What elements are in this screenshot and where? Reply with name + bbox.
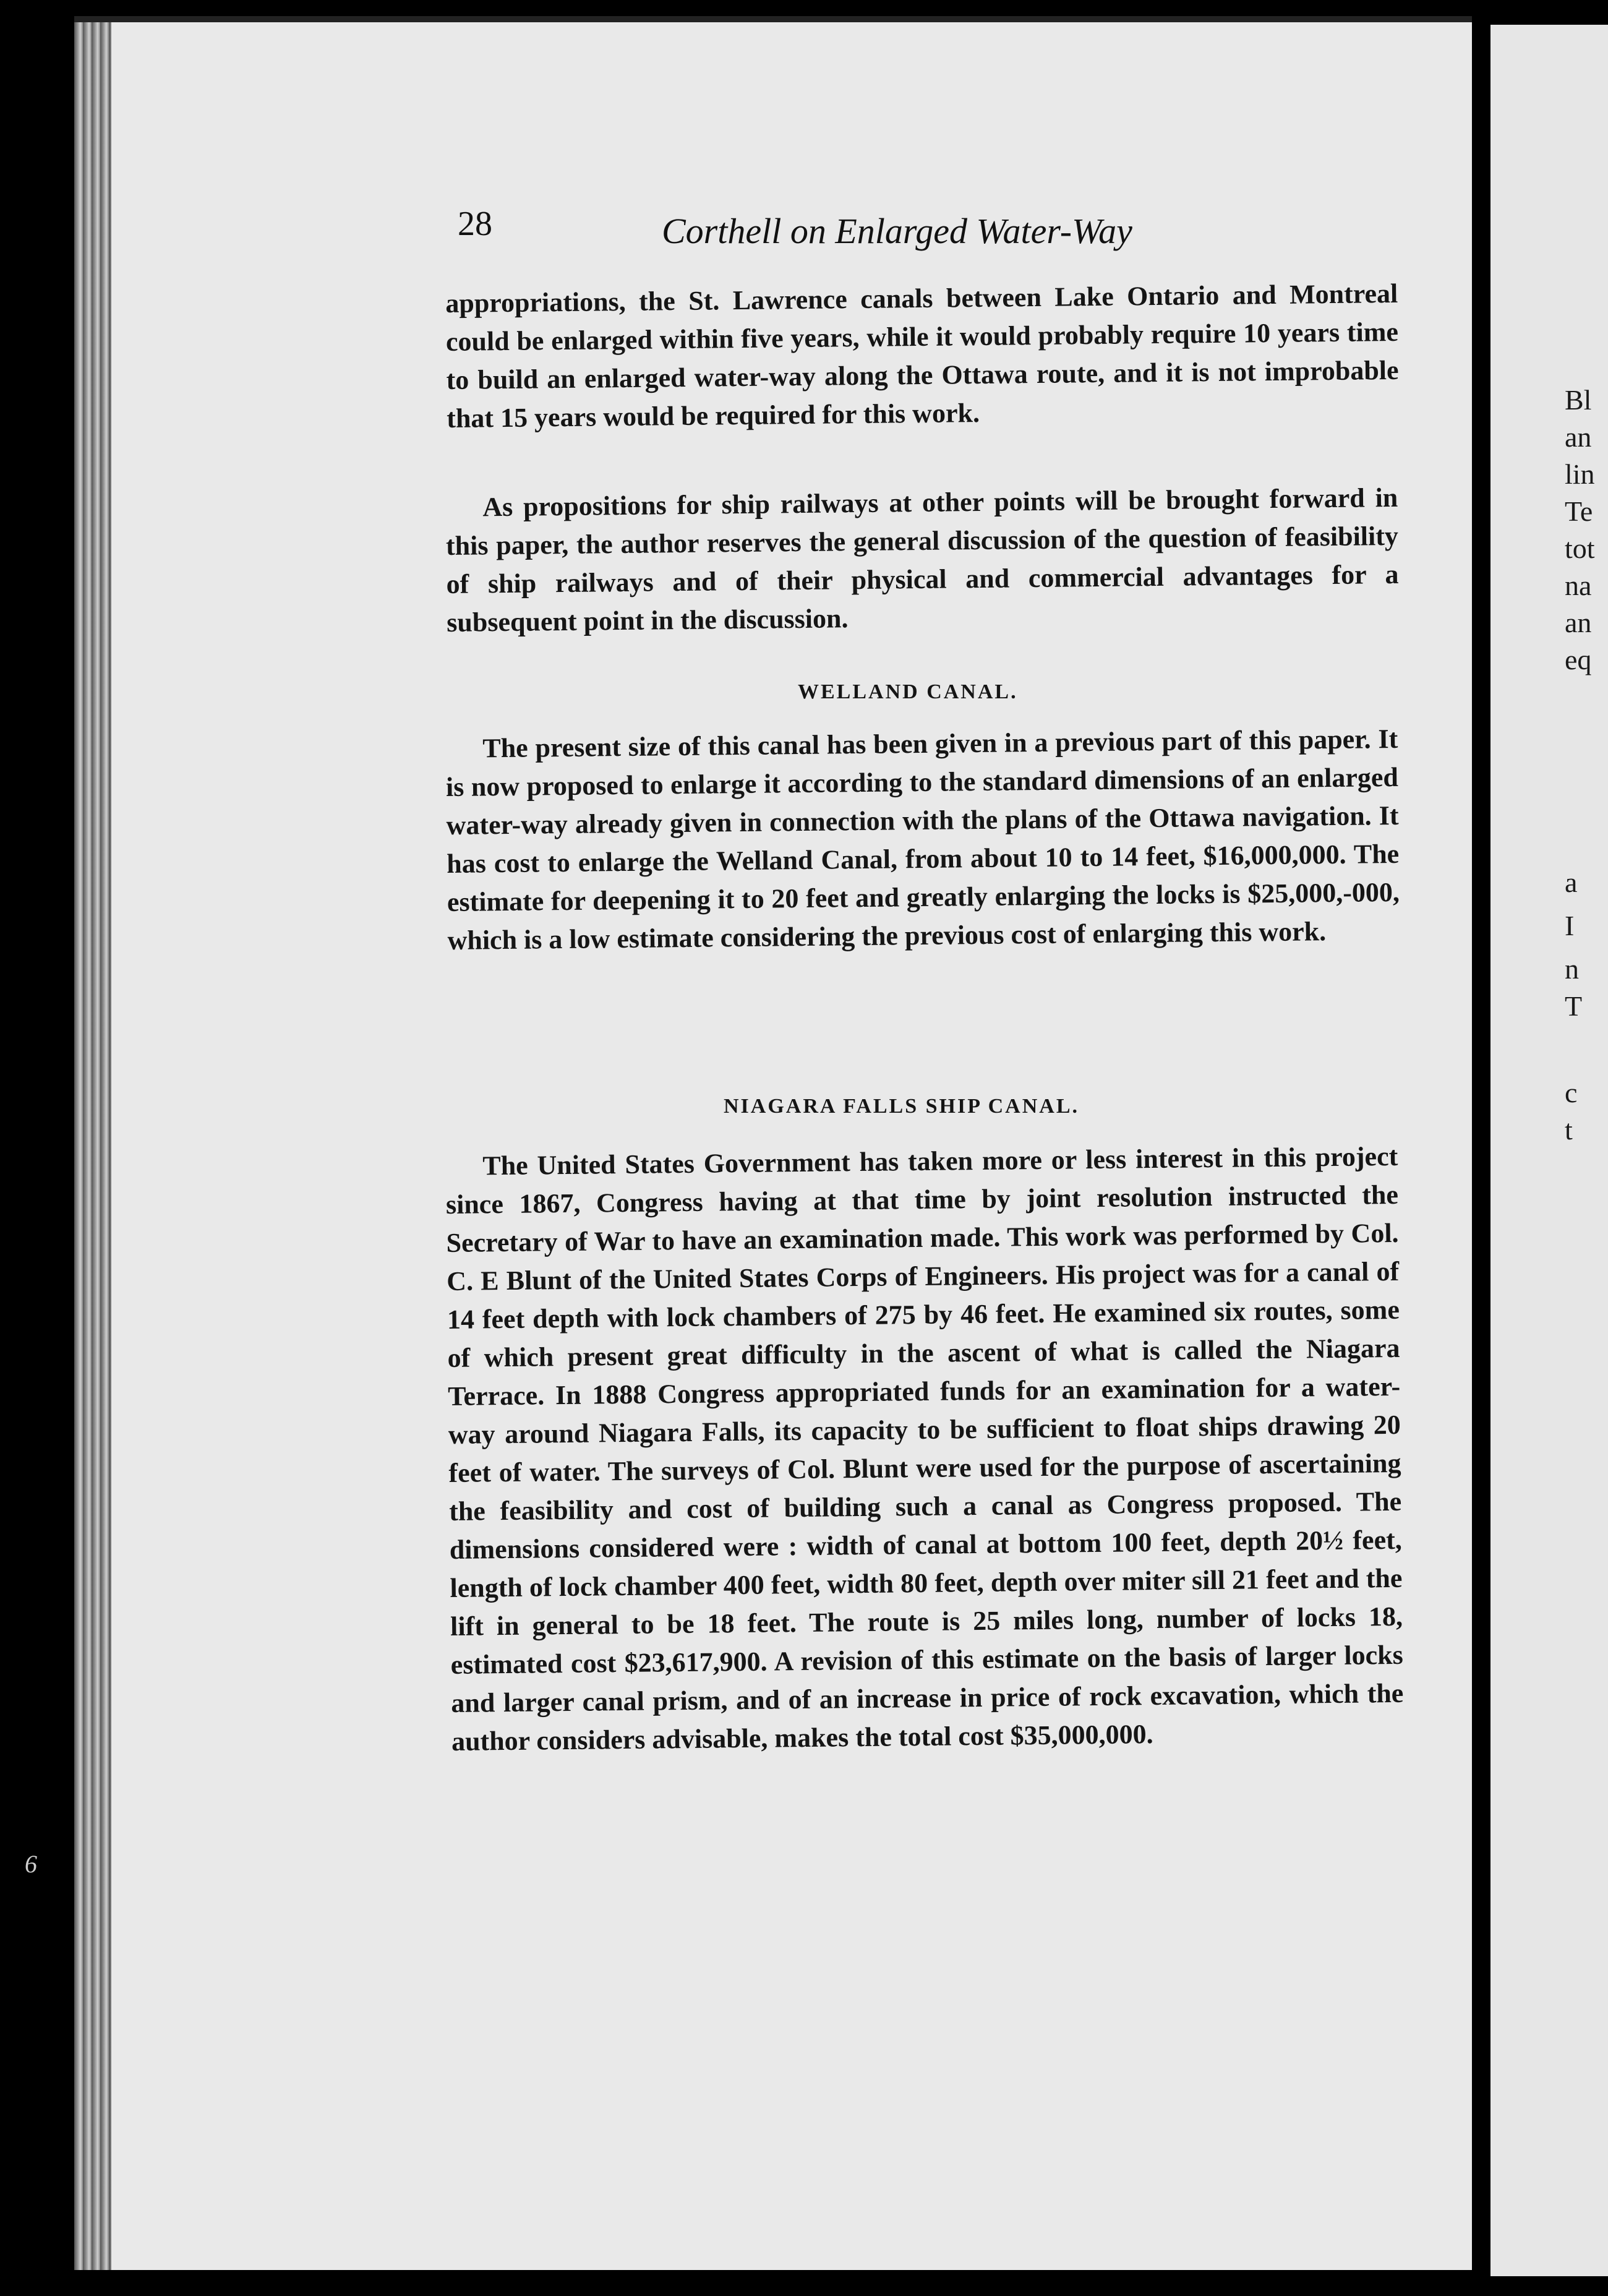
facing-fragment: lin [1565, 458, 1595, 490]
facing-fragment: c [1565, 1077, 1578, 1108]
page-top-edge [74, 16, 1472, 22]
heading-niagara-falls-ship-canal: NIAGARA FALLS SHIP CANAL. [724, 1095, 1080, 1118]
facing-fragment: a [1565, 867, 1578, 898]
page-number: 28 [458, 205, 492, 243]
facing-fragment: Te [1565, 495, 1593, 527]
paragraph-ship-railways: As propositions for ship railways at other points will be brought forward in this paper, the author reserves the general discussion of the question of feasibility of ship railways and of their physical and commercial advantages for a subsequent point in the discussion. [445, 482, 1399, 638]
facing-page [1490, 25, 1608, 2276]
facing-fragment: t [1565, 1114, 1573, 1146]
facing-fragment: T [1565, 990, 1583, 1022]
facing-fragment: na [1565, 570, 1592, 601]
paragraph-appropriations: appropriations, the St. Lawrence canals between Lake Ontario and Montreal could be enlarged within five years, while it would probably require 10 years time to build an enlarged water-way along the Ottawa route, and it is not improbable that 15 years would be required for this work. [445, 278, 1399, 434]
facing-fragment: an [1565, 421, 1592, 453]
facing-fragment: I [1565, 910, 1575, 941]
facing-fragment: Bl [1565, 384, 1592, 416]
running-title: Corthell on Enlarged Water-Way [662, 211, 1132, 251]
running-head [458, 198, 1187, 254]
margin-mark: 6 [25, 1850, 37, 1878]
facing-fragment: tot [1565, 533, 1595, 564]
facing-fragment: an [1565, 607, 1592, 638]
facing-fragment: n [1565, 953, 1579, 985]
heading-welland-canal: WELLAND CANAL. [798, 680, 1018, 703]
binding-gutter [74, 19, 111, 2270]
paragraph-welland-canal: The present size of this canal has been given in a previous part of this paper. It is now proposed to enlarge it according to the standard dimensions of an enlarged water-way already given in connection with the plans of the Ottawa navigation. It has cost to enlarge the Welland Canal, from about 10 to 14 feet, $16,000,000. The estimate for deepening it to 20 feet and greatly enlarging the locks is $25,000,-000, which is a low estimate considering the previous cost of enlarging this work. [445, 723, 1400, 956]
paragraph-niagara-falls-ship-canal: The United States Government has taken more or less interest in this project since 1867, Congress having at that time by joint resolution instructed the Secretary of War to have an examination made. This work was performed by Col. C. E Blunt of the United States Corps of Engineers. His project was for a canal of 14 feet depth with lock chambers of 275 by 46 feet. He examined six routes, some of which present great difficulty in the ascent of what is called the Niagara Terrace. In 1888 Congress appropriated funds for an examination for a water-way around Niagara Falls, its capacity to be sufficient to float ships drawing 20 feet of water. The surveys of Col. Blunt were used for the purpose of ascertaining the feasibility and cost of building such a canal as Congress proposed. The dimensions considered were : width of canal at bottom 100 feet, depth 20½ feet, length of lock chamber 400 feet, width 80 feet, depth over miter sill 21 feet and the lift in general to be 18 feet. The route is 25 miles long, number of locks 18, estimated cost $23,617,900. A revision of this estimate on the basis of larger locks and larger canal prism, and of an increase in price of rock excavation, which the author considers advisable, makes the total cost $35,000,000. [445, 1141, 1404, 1757]
facing-fragment: eq [1565, 644, 1592, 675]
